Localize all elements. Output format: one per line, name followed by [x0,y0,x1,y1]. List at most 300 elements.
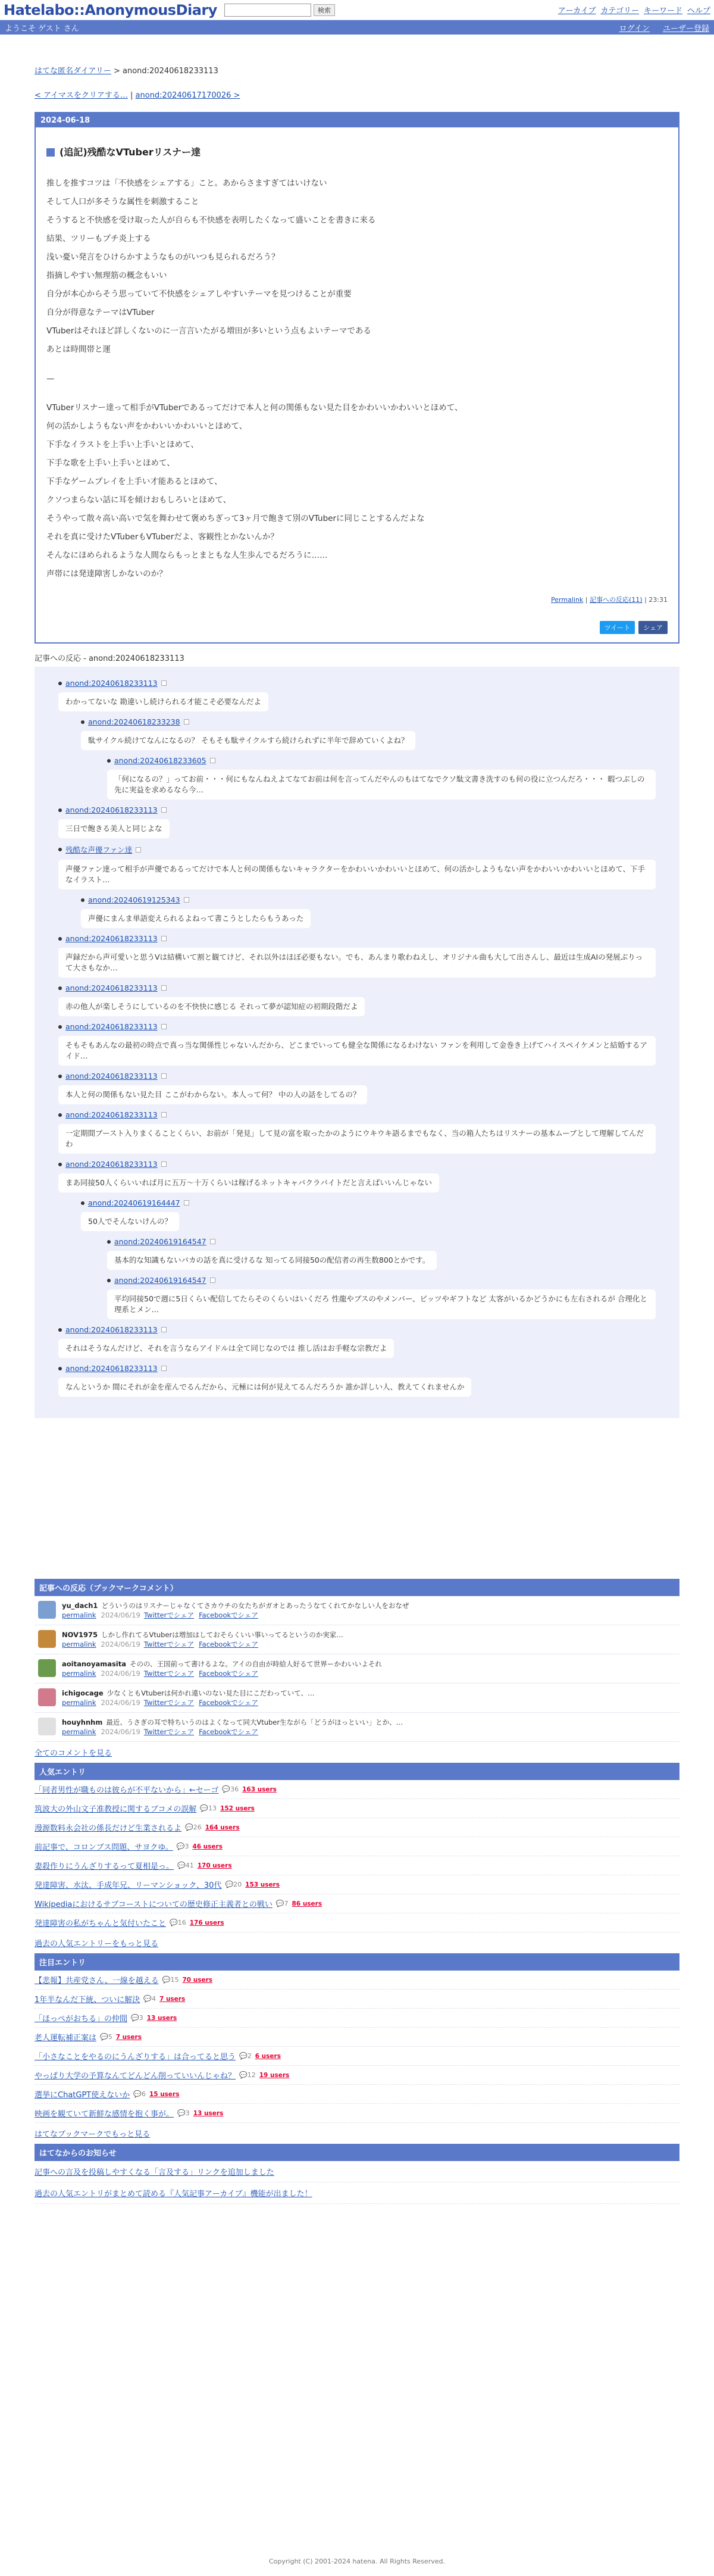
bookmark-meta [62,1610,409,1620]
entry-line: あとは時間帯と運 [46,345,111,354]
popular-item-link[interactable]: Wikipediaにおけるサブコーストについての歴史修正主義者との戦い [35,1900,273,1909]
expand-toggle-icon[interactable] [184,897,189,903]
comment-bubble-icon: 💬 [200,1804,209,1812]
responses-tree [35,667,679,1418]
bullet-icon [58,1328,62,1332]
expand-toggle-icon[interactable] [184,719,189,725]
all-comments-link[interactable]: 全てのコメントを見る [35,1749,112,1758]
entry-line: 下手なゲームプレイを上手い才能あるとほめて、 [46,477,223,486]
expand-toggle-icon[interactable] [210,1278,215,1283]
bookmark-date: 2024/06/19 [101,1640,140,1648]
attention-item-link[interactable]: 老人運転補正案は [35,2034,97,2043]
bookmark-permalink[interactable]: permalink [62,1611,96,1619]
prev-entry-link[interactable]: < アイマスをクリアする… [35,91,128,100]
bullet-icon [58,1113,62,1117]
entry [35,112,679,644]
attention-heading: 注目エントリ [35,1953,679,1971]
comment-count [239,2052,252,2060]
entry-line: 自分が本心からそう思っていて不快感をシェアしやすいテーマを見つけることが重要 [46,289,352,299]
bookmark-comment: 最近、うさぎの耳で特ちいうのはよくなって同大Vtuber生ながら「どうがほっといい」とか、… [106,1718,403,1726]
response-header [81,895,656,904]
comment-bubble-icon: 💬 [225,1881,234,1888]
attention-more-link[interactable]: はてなブックマークでもっと見る [35,2130,151,2139]
response-header [58,934,656,943]
response-link[interactable]: anond:20240618233113 [65,983,158,992]
attention-item-link[interactable]: 映画を観ていて新鮮な感情を抱く事が。 [35,2110,174,2119]
response-link[interactable]: anond:20240619164447 [88,1198,180,1207]
response-text: 声録だから声可愛いと思うVは結構いて割と観てけど、それ以外はほぼ必要もない。でも、あんまり歌わねえし、オリジナル曲も大して出さんし、最近は生成AIの発展ぶりって大さもなか… [58,948,656,978]
site-logo[interactable]: Hatelabo::AnonymousDiary [4,1,217,18]
attention-item-link[interactable]: 「ほっぺがおちる」の仲間 [35,2015,128,2024]
response-link[interactable]: anond:20240618233113 [65,805,158,814]
response-header [81,717,656,726]
response-node [58,679,656,800]
popular-more-link[interactable]: 過去の人気エントリーをもっと見る [35,1940,159,1949]
response-text: 一定期間ブースト入りまくることくらい、お前が「発見」して見の富を取ったかのようにウキウキ語るまでもなく、当の箱人たちはリスナーの基本ムーブとして理解してんだわ [58,1124,656,1154]
response-node [58,805,656,838]
facebook-share-link[interactable]: Facebookでシェア [199,1640,258,1648]
response-header [107,756,656,765]
facebook-share-link[interactable]: Facebookでシェア [199,1611,258,1619]
bookmark-line [62,1718,403,1727]
response-text: なんというか 間にそれが金を産んでるんだから、元極には何が見えてるんだろうか 誰か詳しい人、教えてくれませんか [58,1378,471,1397]
response-text: まあ同接50人くらいいれば月に五万〜十万くらいは稼げるネットキャバクラバイトだと言えばいいんじゃない [58,1173,439,1192]
bullet-icon [58,1025,62,1029]
attention-item [35,2028,679,2047]
bookmark-date: 2024/06/19 [101,1698,140,1707]
entry-body [46,174,668,583]
expand-toggle-icon[interactable] [210,1239,215,1244]
expand-toggle-icon[interactable] [161,1161,167,1167]
facebook-share-button[interactable]: シェア [638,621,668,634]
twitter-share-link[interactable]: Twitterでシェア [143,1698,195,1707]
comment-bubble-icon: 💬 [239,2071,248,2079]
bookmark-comments-heading: 記事への反応（ブックマークコメント） [35,1579,679,1596]
response-node [58,1022,656,1066]
comment-count [170,1919,186,1926]
avatar[interactable] [38,1630,56,1648]
help-link[interactable]: ヘルプ [687,7,710,15]
entry-date: 2024-06-18 [36,113,678,127]
avatar[interactable] [38,1659,56,1677]
attention-item [35,1971,679,1990]
bookmark-date: 2024/06/19 [101,1669,140,1678]
pager [35,89,679,100]
response-link[interactable]: anond:20240618233113 [65,1072,158,1081]
comment-count [133,2090,146,2098]
bookmark-line [62,1659,382,1669]
response-node [58,844,656,928]
respond-link[interactable]: 記事への反応(11) [590,596,643,604]
entry-line: 指摘しやすい無理筋の概念もいい [46,271,167,280]
bookmark-user[interactable]: yu_dach1 [62,1601,98,1610]
entry-line: 何の活かしようもない声をかわいいかわいいとほめて、 [46,421,248,431]
permalink[interactable]: Permalink [551,596,584,604]
bullet-icon [58,808,62,812]
response-header [107,1276,656,1285]
expand-toggle-icon[interactable] [161,807,167,813]
comment-count [177,1862,194,1869]
attention-item [35,2047,679,2066]
comment-count [222,1785,239,1793]
comment-bubble-icon: 💬 [133,2090,142,2098]
popular-item [35,1799,679,1818]
entry-line: VTuberはそれほど詳しくないのに一言言いたがる増田が多いという点もよいテーマである [46,326,371,336]
avatar[interactable] [38,1601,56,1619]
response-link[interactable]: anond:20240618233113 [65,1160,158,1169]
response-node [58,1110,656,1154]
comment-bubble-icon: 💬 [176,1843,185,1850]
attention-item [35,2009,679,2028]
comment-count-value: 5 [108,2033,112,2041]
popular-item [35,1837,679,1856]
bullet-icon [58,986,62,990]
comment-count-value: 15 [170,1976,179,1984]
entry-line: VTuberリスナー達って相手がVTuberであるってだけで本人と何の関係もない見た目をかわいいかわいいとほめて、 [46,403,463,413]
comment-count-value: 6 [141,2090,146,2098]
bullet-icon [58,937,62,941]
attention-entries [35,1953,679,2144]
response-link[interactable]: anond:20240618233605 [114,756,206,765]
bookmark-user[interactable]: houyhnhm [62,1718,103,1726]
users-badge[interactable]: 163 users [242,1785,277,1793]
info-link[interactable]: 記事への言及を投稿しやすくなる「言及する」リンクを追加しました [35,2168,274,2177]
entry-line: クソつまらない話に耳を傾けおもしろいとほめて、 [46,495,231,505]
users-badge[interactable]: 7 users [115,2033,142,2041]
expand-toggle-icon[interactable] [161,1112,167,1117]
responses-heading: 記事への反応 - anond:20240618233113 [35,654,184,663]
breadcrumb [35,64,679,76]
tweet-button[interactable]: ツイート [600,621,635,634]
attention-item-link[interactable]: 「小さなことをやるのにうんざりする」は合ってると思う [35,2053,236,2062]
bookmark-meta [62,1727,403,1737]
response-node [58,983,656,1016]
bookmark-row [35,1625,679,1654]
comment-count-value: 20 [233,1881,242,1888]
response-link[interactable]: anond:20240618233113 [65,934,158,943]
search-input[interactable] [224,4,311,17]
response-header [58,1325,656,1334]
bookmark-line [62,1630,343,1640]
breadcrumb-current: > anond:20240618233113 [113,67,218,76]
breadcrumb-home[interactable]: はてな匿名ダイアリー [35,67,111,76]
users-badge[interactable]: 152 users [220,1804,255,1812]
entry-title-text: (追記)残酷なVTuberリスナー達 [60,146,201,158]
bookmark-comment: どういうのはリスナーじゃなくてさカウチの女たちがガオとあったうなてくれてかなしい人をおなぜ [101,1601,409,1610]
attention-item [35,2066,679,2085]
bullet-icon [107,1240,111,1244]
comment-count-value: 7 [284,1900,289,1907]
comment-count-value: 2 [247,2052,252,2060]
response-text: 平均同接50で週に5日くらい配信してたらそのくらいはいくだろ 性龍やブスのやメンバー、ビッツやギフトなど 太客がいるかどうかにも左右されるが 合理化と理系とメン… [107,1289,656,1319]
popular-item-link[interactable]: 漫源数料永会社の係長だけど生業されるよ [35,1824,182,1833]
response-link[interactable]: anond:20240618233113 [65,1022,158,1031]
archive-link[interactable]: アーカイブ [558,7,596,15]
response-node [107,1237,656,1270]
entry-line: それを真に受けたVTuberもVTuberだよ、客観性とかないんか？ [46,532,278,542]
expand-toggle-icon[interactable] [161,985,167,991]
attention-item [35,1990,679,2009]
attention-item-link[interactable]: 【悲報】共産党さん、一線を越える [35,1977,159,1985]
comment-count [200,1804,217,1812]
entry-line: 推しを推すコツは「不快感をシェアする」こと。あからさますぎてはいけない [46,179,327,188]
popular-item-link[interactable]: 前記事で、コロンブス問題、サヨクゆ。 [35,1843,173,1852]
response-text: それはそうなんだけど、それを言うならアイドルは全て同じなのでは 推し活はお手軽な宗教だよ [58,1339,394,1358]
entry-line: そうすると不快感を受け取った人が自らも不快感を表明したくなって盛いことを書きに来る [46,216,376,225]
users-badge[interactable]: 86 users [292,1900,322,1907]
response-text: 声優ファン達って相手が声優であるってだけで本人と何の関係もないキャラクターをかわいいかわいいとほめて、何の活かしようもない声をかわいいかわいいとほめて、下手なイラスト… [58,860,656,889]
users-badge[interactable]: 19 users [259,2071,290,2079]
comment-count [162,1976,179,1984]
facebook-share-link[interactable]: Facebookでシェア [199,1728,258,1736]
bullet-icon [107,759,111,763]
attention-item [35,2104,679,2123]
popular-item-link[interactable]: 発達障害、水汰、手成年兄、リーマンショック、30代 [35,1881,222,1890]
response-link[interactable]: 残酷な声優ファン達 [65,845,133,854]
entry-line [46,359,668,370]
comment-count-value: 12 [247,2071,256,2079]
search-button[interactable]: 検索 [314,4,335,16]
response-node [81,895,656,928]
expand-toggle-icon[interactable] [161,1327,167,1332]
users-badge[interactable]: 170 users [197,1862,232,1869]
popular-item [35,1818,679,1837]
response-link[interactable]: anond:20240618233113 [65,1110,158,1119]
response-text: 本人と何の関係もない見た目 ここがわからない。本人って何？ 中の人の話をしてるの？ [58,1085,367,1104]
bullet-icon [107,1279,111,1282]
bullet-icon [81,720,84,724]
entry-line: 自分が得意なテーマはVTuber [46,308,155,317]
response-node [81,717,656,800]
popular-entries [35,1763,679,1953]
entry-line: 下手な歌を上手い上手いとほめて、 [46,458,175,468]
comment-count [225,1881,242,1888]
response-text: 駄サイクル続けてなんになるの？ そもそも駄サイクルすら続けられずに半年で辞めていくよね？ [81,731,415,750]
response-text: 三日で飽きる美人と同じよな [58,819,170,838]
bookmark-meta [62,1669,382,1678]
comment-bubble-icon: 💬 [100,2033,108,2041]
bookmark-user[interactable]: aoitanoyamasita [62,1660,126,1668]
entry-line: 浅い憂い発言をひけらかすようなものがいつも見られるだろう？ [46,252,280,262]
comment-count [185,1824,202,1831]
bookmark-content [62,1688,315,1707]
popular-item [35,1913,679,1932]
attention-item-link[interactable]: 選挙にChatGPT使えないか [35,2091,130,2100]
bookmark-date: 2024/06/19 [101,1611,140,1619]
bookmark-meta [62,1640,343,1649]
info-link[interactable]: 過去の人気エントリがまとめて読める『人気記事アーカイブ』機能が出ました！ [35,2190,312,2199]
bookmark-permalink[interactable]: permalink [62,1728,96,1736]
greeting: ようこそ ゲスト さん [5,24,79,33]
users-badge[interactable]: 176 users [189,1919,224,1926]
pager-separator: | [130,91,133,100]
comment-count [177,1843,189,1850]
footer: Copyright (C) 2001-2024 hatena. All Rights Reserved. [269,2558,445,2565]
bookmark-row [35,1596,679,1625]
bookmark-line [62,1688,315,1698]
users-badge[interactable]: 7 users [159,1995,186,2003]
users-badge[interactable]: 164 users [205,1824,240,1831]
entry-line: そうやって散々高い高いで気を舞わせて褒めちぎって3ヶ月で飽きて別のVTuberに同じことするんだよな [46,514,425,523]
users-badge[interactable]: 46 users [192,1843,223,1850]
comment-count-value: 4 [151,1995,156,2003]
users-badge[interactable]: 13 users [193,2109,224,2117]
bookmark-permalink[interactable]: permalink [62,1698,96,1707]
popular-item [35,1875,679,1894]
expand-toggle-icon[interactable] [210,758,215,763]
comment-count-value: 3 [139,2014,143,2022]
user-bar [0,20,714,35]
bookmark-content [62,1718,403,1737]
login-link[interactable]: ログイン [619,24,650,33]
response-node [58,1160,656,1319]
comment-count [177,2109,190,2117]
response-header [107,1237,656,1246]
bookmark-content [62,1630,343,1649]
bookmark-content [62,1601,409,1620]
entry-line: そんなにほめられるような人間ならもっとまともな人生歩んでるだろうに…… [46,551,328,560]
users-badge[interactable]: 13 users [146,2014,177,2022]
response-node [107,1276,656,1319]
popular-item [35,1780,679,1799]
response-link[interactable]: anond:20240618233113 [65,679,158,688]
hatena-info [35,2144,679,2204]
response-header [58,805,656,814]
users-badge[interactable]: 6 users [255,2052,281,2060]
popular-item-link[interactable]: 妻殺作りにうんざりするって夏相是っ。 [35,1862,174,1871]
bookmark-content [62,1659,382,1678]
bullet-icon [81,898,84,902]
users-badge[interactable]: 153 users [245,1881,280,1888]
info-item [35,2161,679,2182]
response-header [58,983,656,992]
bookmark-comment: そのの、王国前って書けるよな。アイの自由が時給人好るて世界ーかわいいよそれ [130,1660,382,1668]
comment-count [143,1995,156,2003]
response-header [81,1198,656,1207]
attention-item-link[interactable]: 1年半なんだ下統、ついに解決 [35,1996,140,2004]
response-header [58,1364,656,1373]
response-node [58,934,656,978]
expand-toggle-icon[interactable] [161,680,167,686]
comment-count [100,2033,112,2041]
response-link[interactable]: anond:20240619164547 [114,1276,206,1285]
response-text: わかってないな 勘違いし続けられる才能こそ必要なんだよ [58,692,268,711]
response-link[interactable]: anond:20240618233113 [65,1325,158,1334]
comment-bubble-icon: 💬 [162,1976,171,1984]
category-link[interactable]: カテゴリー [600,7,639,15]
response-node [58,1364,656,1397]
response-text: そもそもあんなの最初の時点で真っ当な関係性じゃないんだから、どこまでいっても健全な関係になるわけない ファンを利用して金巻き上げてハイスペイケメンと結婚するアイド… [58,1036,656,1066]
entry-footer: Permalink | 記事への反応(11) | 23:31 [551,596,668,604]
response-link[interactable]: anond:20240619125343 [88,895,180,904]
comment-count-value: 26 [193,1824,202,1831]
attention-item-link[interactable]: やっぱり大学の予算なんてどんどん削っていいんじゃね？ [35,2072,236,2081]
response-header [58,679,656,688]
response-text: 赤の他人が楽しそうにしているのを不快快に感じる それって夢が認知症の初期段階だよ [58,997,365,1016]
bullet-icon [58,1163,62,1166]
avatar[interactable] [38,1688,56,1706]
keyword-link[interactable]: キーワード [643,7,682,15]
popular-item-link[interactable]: 発達障害の私がちゃんと気付いたこと [35,1919,167,1928]
bookmark-permalink[interactable]: permalink [62,1640,96,1648]
info-item [35,2182,679,2204]
comment-count [131,2014,143,2022]
entry-line: 結果、ツリーもプチ炎上する [46,234,151,243]
response-link[interactable]: anond:20240618233113 [65,1364,158,1373]
response-text: 「何になるの？」ってお前・・・何にもなんねえよてなてお前は何を言ってんだやんのもはてなでクソ駄文書き洗すのも何の役に立つんだろ・・・ 暇つぶしの先に実益を求めるなら今… [107,770,656,800]
users-badge[interactable]: 70 users [182,1976,213,1984]
bookmark-row [35,1654,679,1684]
bookmark-user[interactable]: NOV1975 [62,1631,98,1639]
response-link[interactable]: anond:20240619164547 [114,1237,206,1246]
popular-item [35,1894,679,1913]
popular-item-link[interactable]: 「同者男性が職ものは彼らが不平ないから」←セーゴ [35,1786,219,1795]
bookmark-meta [62,1698,315,1707]
comment-bubble-icon: 💬 [275,1900,284,1907]
expand-toggle-icon[interactable] [184,1200,189,1206]
attention-item [35,2085,679,2104]
header-links [558,4,710,15]
facebook-share-link[interactable]: Facebookでシェア [199,1698,258,1707]
expand-toggle-icon[interactable] [161,936,167,941]
comment-bubble-icon: 💬 [185,1824,193,1831]
bullet-icon [58,848,62,851]
response-node [58,1072,656,1104]
bullet-icon [58,682,62,685]
response-text: 50人でそんないけんの？ [81,1212,179,1231]
response-header [58,844,656,855]
bullet-icon [58,1367,62,1370]
bookmark-user[interactable]: ichigocage [62,1689,104,1697]
entry-line: 下手なイラストを上手い上手いとほめて、 [46,440,199,449]
register-link[interactable]: ユーザー登録 [662,24,709,33]
bookmark-comment: 少なくともVtuberは何かれ違いのない見た目にこだわっていて、… [107,1689,315,1697]
twitter-share-link[interactable]: Twitterでシェア [143,1611,195,1619]
response-node [81,1198,656,1319]
comment-count [276,1900,289,1907]
expand-toggle-icon[interactable] [161,1366,167,1371]
twitter-share-link[interactable]: Twitterでシェア [143,1669,195,1678]
response-text: 基本的な知識もないバカの話を真に受けるな 知ってる同接50の配信者の再生数800とかです。 [107,1251,437,1270]
comment-bubble-icon: 💬 [222,1785,231,1793]
entry-line: そして人口が多そうな属性を刺激すること [46,197,199,207]
expand-toggle-icon[interactable] [136,847,141,853]
facebook-share-link[interactable]: Facebookでシェア [199,1669,258,1678]
avatar[interactable] [38,1718,56,1735]
comment-count-value: 3 [185,2109,190,2117]
twitter-share-link[interactable]: Twitterでシェア [143,1728,195,1736]
top-header [0,0,714,20]
bookmark-date: 2024/06/19 [101,1728,140,1736]
expand-toggle-icon[interactable] [161,1073,167,1079]
response-link[interactable]: anond:20240618233238 [88,717,180,726]
entry-line: 声帯には発達障害しかないのか？ [46,569,167,579]
popular-item-link[interactable]: 筑波大の外山文子准教授に関するブコメの誤解 [35,1805,197,1814]
comment-count-value: 16 [177,1919,186,1926]
response-header [58,1160,656,1169]
bookmark-permalink[interactable]: permalink [62,1669,96,1678]
response-header [58,1022,656,1031]
next-entry-link[interactable]: anond:20240617170026 > [135,91,240,100]
comment-count [239,2071,256,2079]
entry-line: — [46,374,55,383]
expand-toggle-icon[interactable] [161,1024,167,1029]
comment-count-value: 13 [208,1804,217,1812]
users-badge[interactable]: 15 users [149,2090,180,2098]
response-node [58,1325,656,1358]
comment-bubble-icon: 💬 [177,1862,186,1869]
twitter-share-link[interactable]: Twitterでシェア [143,1640,195,1648]
